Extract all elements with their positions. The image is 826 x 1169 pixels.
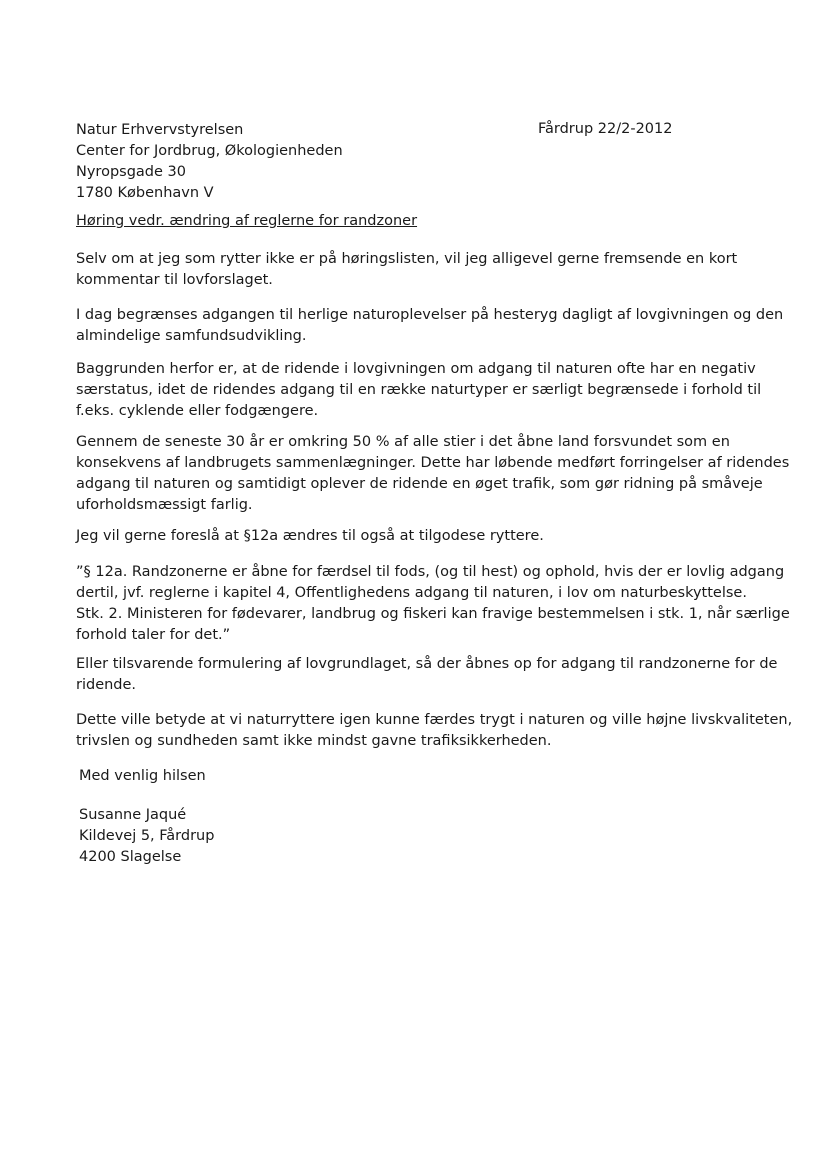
signature-street: Kildevej 5, Fårdrup (79, 828, 215, 844)
paragraph-line: særstatus, idet de ridendes adgang til en række naturtyper er særligt begrænsede i forhold til (76, 382, 762, 398)
signature-city: 4200 Slagelse (79, 849, 182, 865)
paragraph-line: almindelige samfundsudvikling. (76, 328, 307, 344)
paragraph (76, 249, 766, 291)
paragraph-line: uforholdsmæssigt farlig. (76, 497, 253, 513)
paragraph (76, 432, 790, 516)
paragraph-line: kommentar til lovforslaget. (76, 272, 273, 288)
recipient-line: Nyropsgade 30 (76, 164, 186, 180)
closing-salutation: Med venlig hilsen (79, 768, 206, 784)
signature-name: Susanne Jaqué (79, 807, 187, 823)
paragraph-line: Dette ville betyde at vi naturryttere igen kunne færdes trygt i naturen og ville højne livskvaliteten, (76, 712, 793, 728)
paragraph (76, 654, 778, 696)
recipient-line: Natur Erhvervstyrelsen (76, 122, 244, 138)
paragraph-line: Selv om at jeg som rytter ikke er på høringslisten, vil jeg alligevel gerne fremsende en kort (76, 251, 738, 267)
paragraph (76, 305, 784, 347)
paragraph-line: ”§ 12a. Randzonerne er åbne for færdsel til fods, (og til hest) og ophold, hvis der er lovlig adgang (76, 564, 785, 580)
paragraph (76, 359, 766, 422)
recipient-line: Center for Jordbrug, Økologienheden (76, 143, 343, 159)
paragraph-line: f.eks. cyklende eller fodgængere. (76, 403, 319, 419)
paragraph (76, 710, 793, 752)
paragraph (76, 526, 766, 547)
paragraph-line: adgang til naturen og samtidigt oplever de ridende en øget trafik, som gør ridning på småveje (76, 476, 763, 492)
paragraph-line: Jeg vil gerne foreslå at §12a ændres til også at tilgodese ryttere. (76, 528, 544, 544)
paragraph-line: Stk. 2. Ministeren for fødevarer, landbrug og fiskeri kan fravige bestemmelsen i stk. 1, når særlige (76, 606, 790, 622)
recipient-address (76, 120, 476, 204)
paragraph-line: Gennem de seneste 30 år er omkring 50 % af alle stier i det åbne land forsvundet som en (76, 434, 730, 450)
place-date: Fårdrup 22/2-2012 (538, 121, 673, 137)
quoted-paragraph (76, 562, 790, 646)
paragraph-line: dertil, jvf. reglerne i kapitel 4, Offentlighedens adgang til naturen, i lov om naturbeskyttelse. (76, 585, 747, 601)
paragraph-line: ridende. (76, 677, 137, 693)
paragraph-line: forhold taler for det.” (76, 627, 231, 643)
paragraph-line: konsekvens af landbrugets sammenlægninger. Dette har løbende medført forringelser af ridendes (76, 455, 790, 471)
recipient-line: 1780 København V (76, 185, 214, 201)
paragraph-line: Baggrunden herfor er, at de ridende i lovgivningen om adgang til naturen ofte har en negativ (76, 361, 756, 377)
subject-line: Høring vedr. ændring af reglerne for randzoner (76, 213, 418, 229)
paragraph-line: I dag begrænses adgangen til herlige naturoplevelser på hesteryg dagligt af lovgivningen og den (76, 307, 784, 323)
signature-block (79, 805, 214, 868)
paragraph-line: Eller tilsvarende formulering af lovgrundlaget, så der åbnes op for adgang til randzonerne for de (76, 656, 778, 672)
paragraph-line: trivslen og sundheden samt ikke mindst gavne trafiksikkerheden. (76, 733, 552, 749)
